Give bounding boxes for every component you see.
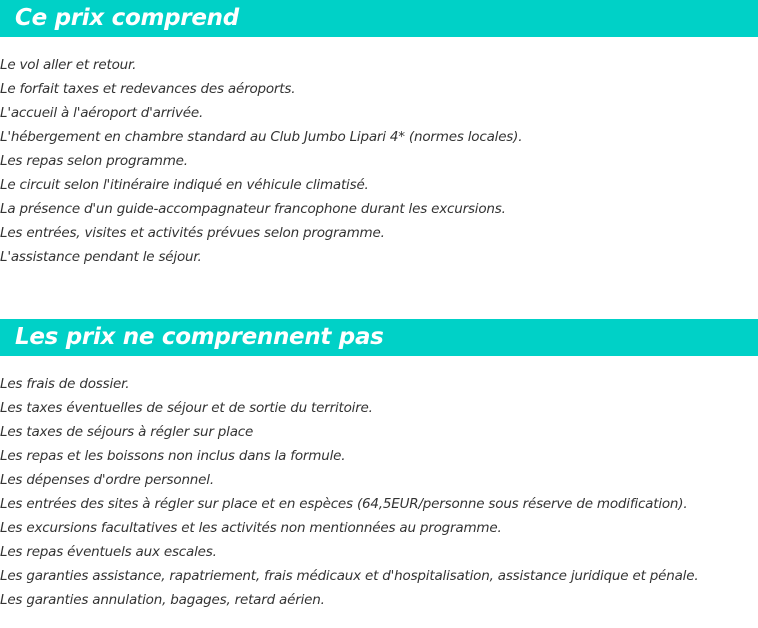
included-item: Le vol aller et retour.	[0, 57, 137, 73]
included-section-header	[0, 0, 758, 37]
excluded-item: Les excursions facultatives et les activités non mentionnées au programme.	[0, 520, 502, 536]
excluded-items-list	[0, 372, 758, 612]
excluded-item: Les garanties annulation, bagages, retard aérien.	[0, 592, 325, 608]
excluded-item: Les repas et les boissons non inclus dans la formule.	[0, 448, 346, 464]
included-item: Les repas selon programme.	[0, 153, 188, 169]
excluded-item: Les frais de dossier.	[0, 376, 130, 392]
excluded-item: Les taxes de séjours à régler sur place	[0, 424, 254, 440]
included-item: L'hébergement en chambre standard au Club Jumbo Lipari 4* (normes locales).	[0, 129, 523, 145]
included-item: L'assistance pendant le séjour.	[0, 249, 202, 265]
included-items-list	[0, 53, 758, 269]
included-item: Le forfait taxes et redevances des aéroports.	[0, 81, 296, 97]
included-item: L'accueil à l'aéroport d'arrivée.	[0, 105, 204, 121]
excluded-item: Les dépenses d'ordre personnel.	[0, 472, 214, 488]
included-item: Le circuit selon l'itinéraire indiqué en véhicule climatisé.	[0, 177, 369, 193]
included-item: La présence d'un guide-accompagnateur francophone durant les excursions.	[0, 201, 506, 217]
excluded-item: Les repas éventuels aux escales.	[0, 544, 217, 560]
excluded-section-title: Les prix ne comprennent pas	[15, 324, 384, 350]
included-item: Les entrées, visites et activités prévues selon programme.	[0, 225, 385, 241]
excluded-item: Les garanties assistance, rapatriement, frais médicaux et d'hospitalisation, assistance juridique et pénale.	[0, 568, 699, 584]
excluded-item: Les taxes éventuelles de séjour et de sortie du territoire.	[0, 400, 373, 416]
excluded-item: Les entrées des sites à régler sur place et en espèces (64,5EUR/personne sous réserve de modification).	[0, 496, 688, 512]
included-section-title: Ce prix comprend	[15, 5, 239, 31]
excluded-section-header	[0, 319, 758, 356]
